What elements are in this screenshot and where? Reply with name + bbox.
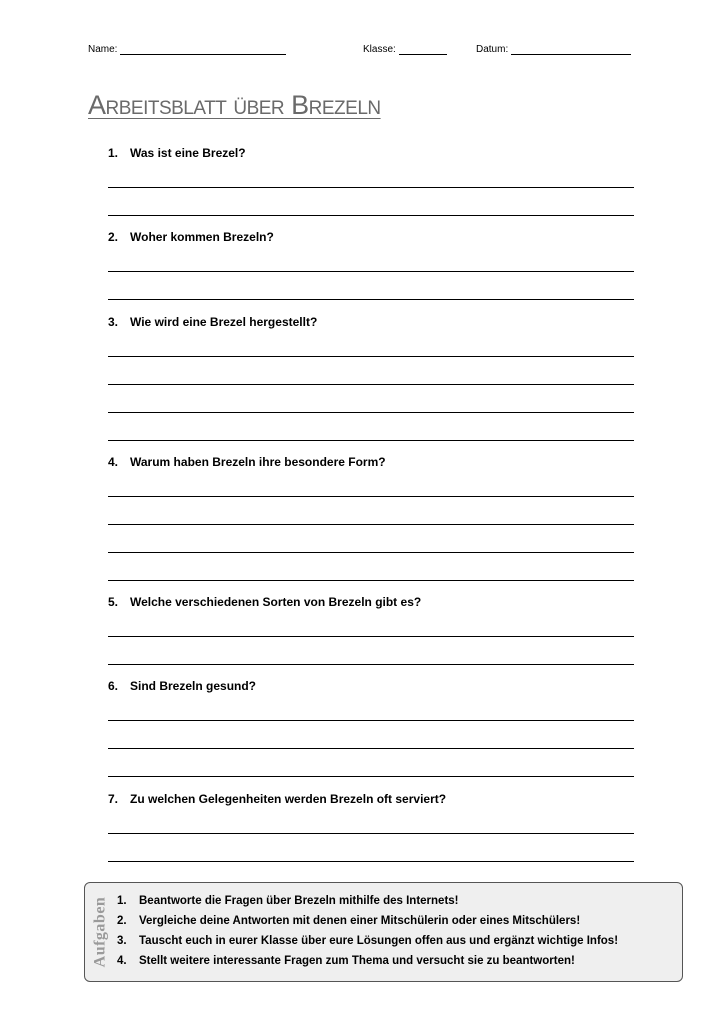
task-item [117,951,618,971]
tasks-box [84,882,683,982]
answer-line[interactable] [108,580,634,581]
class-label: Klasse: [363,44,396,55]
answer-line[interactable] [108,299,634,300]
question-text: Wie wird eine Brezel hergestellt? [130,315,318,329]
answer-line[interactable] [108,861,634,862]
question-2 [108,230,274,244]
answer-line[interactable] [108,356,634,357]
question-text: Warum haben Brezeln ihre besondere Form? [130,455,386,469]
answer-line[interactable] [108,271,634,272]
answer-line[interactable] [108,187,634,188]
question-number: 3. [108,315,119,329]
answer-line[interactable] [108,384,634,385]
date-line[interactable] [511,44,631,55]
task-item [117,891,618,911]
answer-line[interactable] [108,412,634,413]
task-text: Tauscht euch in eurer Klasse über eure Lösungen offen aus und ergänzt wichtige Infos! [139,935,619,947]
date-label: Datum: [476,44,509,55]
answer-line[interactable] [108,833,634,834]
answer-line[interactable] [108,720,634,721]
question-3 [108,315,317,329]
task-number: 4. [117,955,127,967]
class-line[interactable] [399,44,447,55]
class-field[interactable] [363,44,447,55]
answer-line[interactable] [108,664,634,665]
question-text: Woher kommen Brezeln? [130,230,274,244]
name-line[interactable] [120,44,286,55]
task-text: Beantworte die Fragen über Brezeln mithilfe des Internets! [139,895,459,907]
name-label: Name: [88,44,118,55]
question-number: 1. [108,146,119,160]
answer-line[interactable] [108,552,634,553]
question-number: 2. [108,230,119,244]
question-number: 6. [108,679,119,693]
answer-line[interactable] [108,636,634,637]
answer-line[interactable] [108,524,634,525]
question-text: Sind Brezeln gesund? [130,679,257,693]
question-number: 5. [108,595,119,609]
question-4 [108,455,386,469]
question-7 [108,792,446,806]
question-number: 4. [108,455,119,469]
question-6 [108,679,256,693]
question-5 [108,595,421,609]
date-field[interactable] [476,44,631,55]
answer-line[interactable] [108,496,634,497]
answer-line[interactable] [108,776,634,777]
question-text: Was ist eine Brezel? [130,146,246,160]
answer-line[interactable] [108,748,634,749]
question-text: Welche verschiedenen Sorten von Brezeln gibt es? [130,595,422,609]
tasks-side-label: Aufgaben [91,896,108,968]
question-number: 7. [108,792,119,806]
page-title: Arbeitsblatt über Brezeln [88,90,381,120]
tasks-list [117,891,618,971]
task-text: Stellt weitere interessante Fragen zum Thema und versucht sie zu beantworten! [139,955,575,967]
task-text: Vergleiche deine Antworten mit denen einer Mitschülerin oder eines Mitschülers! [139,915,581,927]
task-number: 1. [117,895,127,907]
answer-line[interactable] [108,440,634,441]
task-number: 3. [117,935,127,947]
question-text: Zu welchen Gelegenheiten werden Brezeln oft serviert? [130,792,447,806]
task-item [117,911,618,931]
answer-line[interactable] [108,215,634,216]
task-item [117,931,618,951]
name-field[interactable] [88,44,286,55]
question-1 [108,146,246,160]
task-number: 2. [117,915,127,927]
